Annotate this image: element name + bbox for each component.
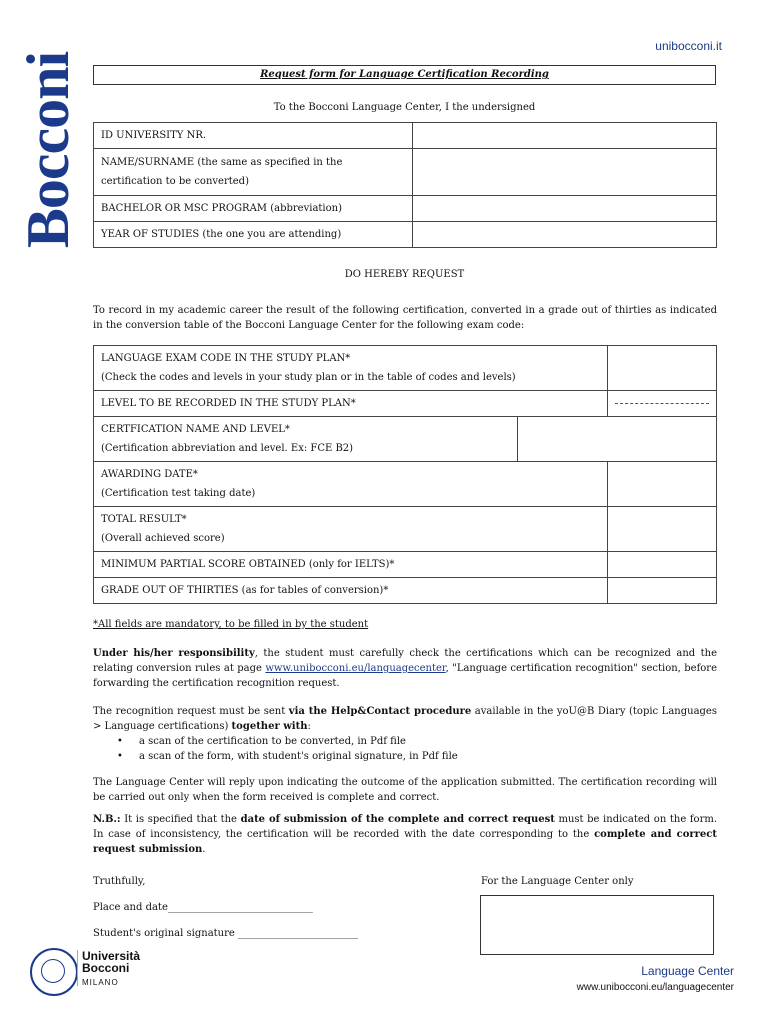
row-label: BACHELOR OR MSC PROGRAM (abbreviation) — [94, 196, 413, 222]
field-minimum-partial-score[interactable] — [608, 552, 717, 578]
table-row — [94, 552, 717, 578]
responsibility-bold: Under his/her responsibility — [93, 648, 255, 659]
row-label — [94, 346, 608, 391]
request-text: To record in my academic career the result of the following certification, converted in a grade out of thirties as indicated in the conversion table of the Bocconi Language Center for the following exam code: — [93, 305, 717, 331]
field-id-university[interactable] — [413, 123, 717, 149]
nb-label: N.B.: — [93, 814, 121, 825]
field-program[interactable] — [413, 196, 717, 222]
field-grade-out-of-thirties[interactable] — [608, 578, 717, 604]
row-label: NAME/SURNAME (the same as specified in the certification to be converted) — [94, 149, 413, 196]
form-title: Request form for Language Certification Recording — [93, 65, 716, 85]
table-row — [94, 222, 717, 248]
row-label: ID UNIVERSITY NR. — [94, 123, 413, 149]
top-website-link[interactable]: unibocconi.it — [655, 39, 722, 53]
row-label-main: LANGUAGE EXAM CODE IN THE STUDY PLAN* — [101, 353, 351, 364]
row-label-hint: (Certification abbreviation and level. Ex: FCE B2) — [101, 443, 354, 454]
row-label-hint: (Certification test taking date) — [101, 488, 256, 499]
row-label: MINIMUM PARTIAL SCORE OBTAINED (only for IELTS)* — [94, 552, 608, 578]
request-heading: DO HEREBY REQUEST — [344, 269, 465, 280]
row-label: LEVEL TO BE RECORDED IN THE STUDY PLAN* — [94, 391, 608, 417]
responsibility-text2: , "Language certification recognition" section, before forwarding the certification recognition request. — [93, 663, 717, 689]
row-label — [94, 507, 608, 552]
table-row — [94, 417, 717, 462]
row-label: GRADE OUT OF THIRTIES (as for tables of conversion)* — [94, 578, 608, 604]
table-row — [94, 123, 717, 149]
nb-text2: must be indicated on the form. In case of inconsistency, the certification will be recorded with the date corresponding to the — [93, 814, 718, 840]
submission-text2: available in the yoU@B Diary (topic Languages > Language certifications) — [93, 706, 717, 732]
nb-text3: . — [202, 844, 206, 855]
signature-field[interactable]: Student's original signature ________________________ — [93, 928, 358, 939]
submission-text1: The recognition request must be sent — [93, 706, 289, 717]
table-row — [94, 149, 717, 196]
row-label-main: AWARDING DATE* — [101, 469, 198, 480]
language-center-stamp-box — [480, 895, 714, 955]
row-label — [94, 417, 518, 462]
nb-paragraph — [93, 812, 717, 857]
university-name — [82, 950, 140, 974]
row-label-hint: (Overall achieved score) — [101, 533, 225, 544]
row-label-main: CERTFICATION NAME AND LEVEL* — [101, 424, 290, 435]
field-year-of-studies[interactable] — [413, 222, 717, 248]
list-item: • a scan of the certification to be converted, in Pdf file — [139, 734, 717, 749]
nb-bold2: complete and correct request submission — [93, 829, 717, 855]
university-name-line1: Università — [82, 949, 141, 963]
responsibility-text1: , the student must carefully check the certifications which can be recognized and the relating conversion rules at page — [93, 648, 717, 674]
table-row — [94, 507, 717, 552]
mandatory-note: *All fields are mandatory, to be filled in by the student — [93, 619, 369, 630]
university-seal-icon — [30, 948, 78, 996]
row-label — [94, 462, 608, 507]
table-row — [94, 196, 717, 222]
nb-text1: It is specified that the — [120, 814, 241, 825]
truthfully-label: Truthfully, — [93, 876, 146, 887]
field-total-result[interactable] — [608, 507, 717, 552]
language-center-title: Language Center — [641, 964, 734, 978]
language-center-url[interactable]: www.unibocconi.eu/languagecenter — [576, 982, 734, 993]
submission-bold2: together with — [231, 721, 308, 732]
row-label-main: TOTAL RESULT* — [101, 514, 187, 525]
dashed-line — [615, 403, 709, 404]
responsibility-paragraph — [93, 646, 717, 691]
language-center-link[interactable]: www.unibocconi.eu/languagecenter — [265, 663, 446, 674]
table-row — [94, 462, 717, 507]
table-row — [94, 391, 717, 417]
submission-paragraph — [93, 704, 717, 764]
bocconi-vertical-logo — [14, 30, 82, 266]
nb-bold1: date of submission of the complete and correct request — [240, 814, 555, 825]
reply-paragraph: The Language Center will reply upon indicating the outcome of the application submitted. The certification recording will be carried out only when the form received is complete and correct. — [93, 777, 717, 803]
field-awarding-date[interactable] — [608, 462, 717, 507]
row-label-hint: (Check the codes and levels in your study plan or in the table of codes and levels) — [101, 372, 516, 383]
certification-table — [93, 345, 717, 604]
university-name-line2: Bocconi — [82, 961, 130, 975]
place-and-date-field[interactable]: Place and date_____________________________ — [93, 902, 313, 913]
field-certification-name[interactable] — [518, 417, 717, 462]
for-language-center-label: For the Language Center only — [481, 876, 634, 887]
intro-line: To the Bocconi Language Center, I the undersigned — [273, 102, 536, 113]
personal-data-table — [93, 122, 717, 248]
field-exam-code[interactable] — [608, 346, 717, 391]
table-row — [94, 346, 717, 391]
list-item: • a scan of the form, with student's original signature, in Pdf file — [139, 749, 717, 764]
bocconi-logo-text: Bocconi — [15, 51, 81, 249]
field-name-surname[interactable] — [413, 149, 717, 196]
submission-bold1: via the Help&Contact procedure — [288, 706, 472, 717]
row-label: YEAR OF STUDIES (the one you are attending) — [94, 222, 413, 248]
submission-bullet-list — [93, 734, 717, 764]
footer-divider — [77, 950, 78, 986]
university-city: MILANO — [82, 978, 119, 987]
table-row — [94, 578, 717, 604]
submission-text3: : — [307, 721, 311, 732]
field-level[interactable] — [608, 391, 717, 417]
